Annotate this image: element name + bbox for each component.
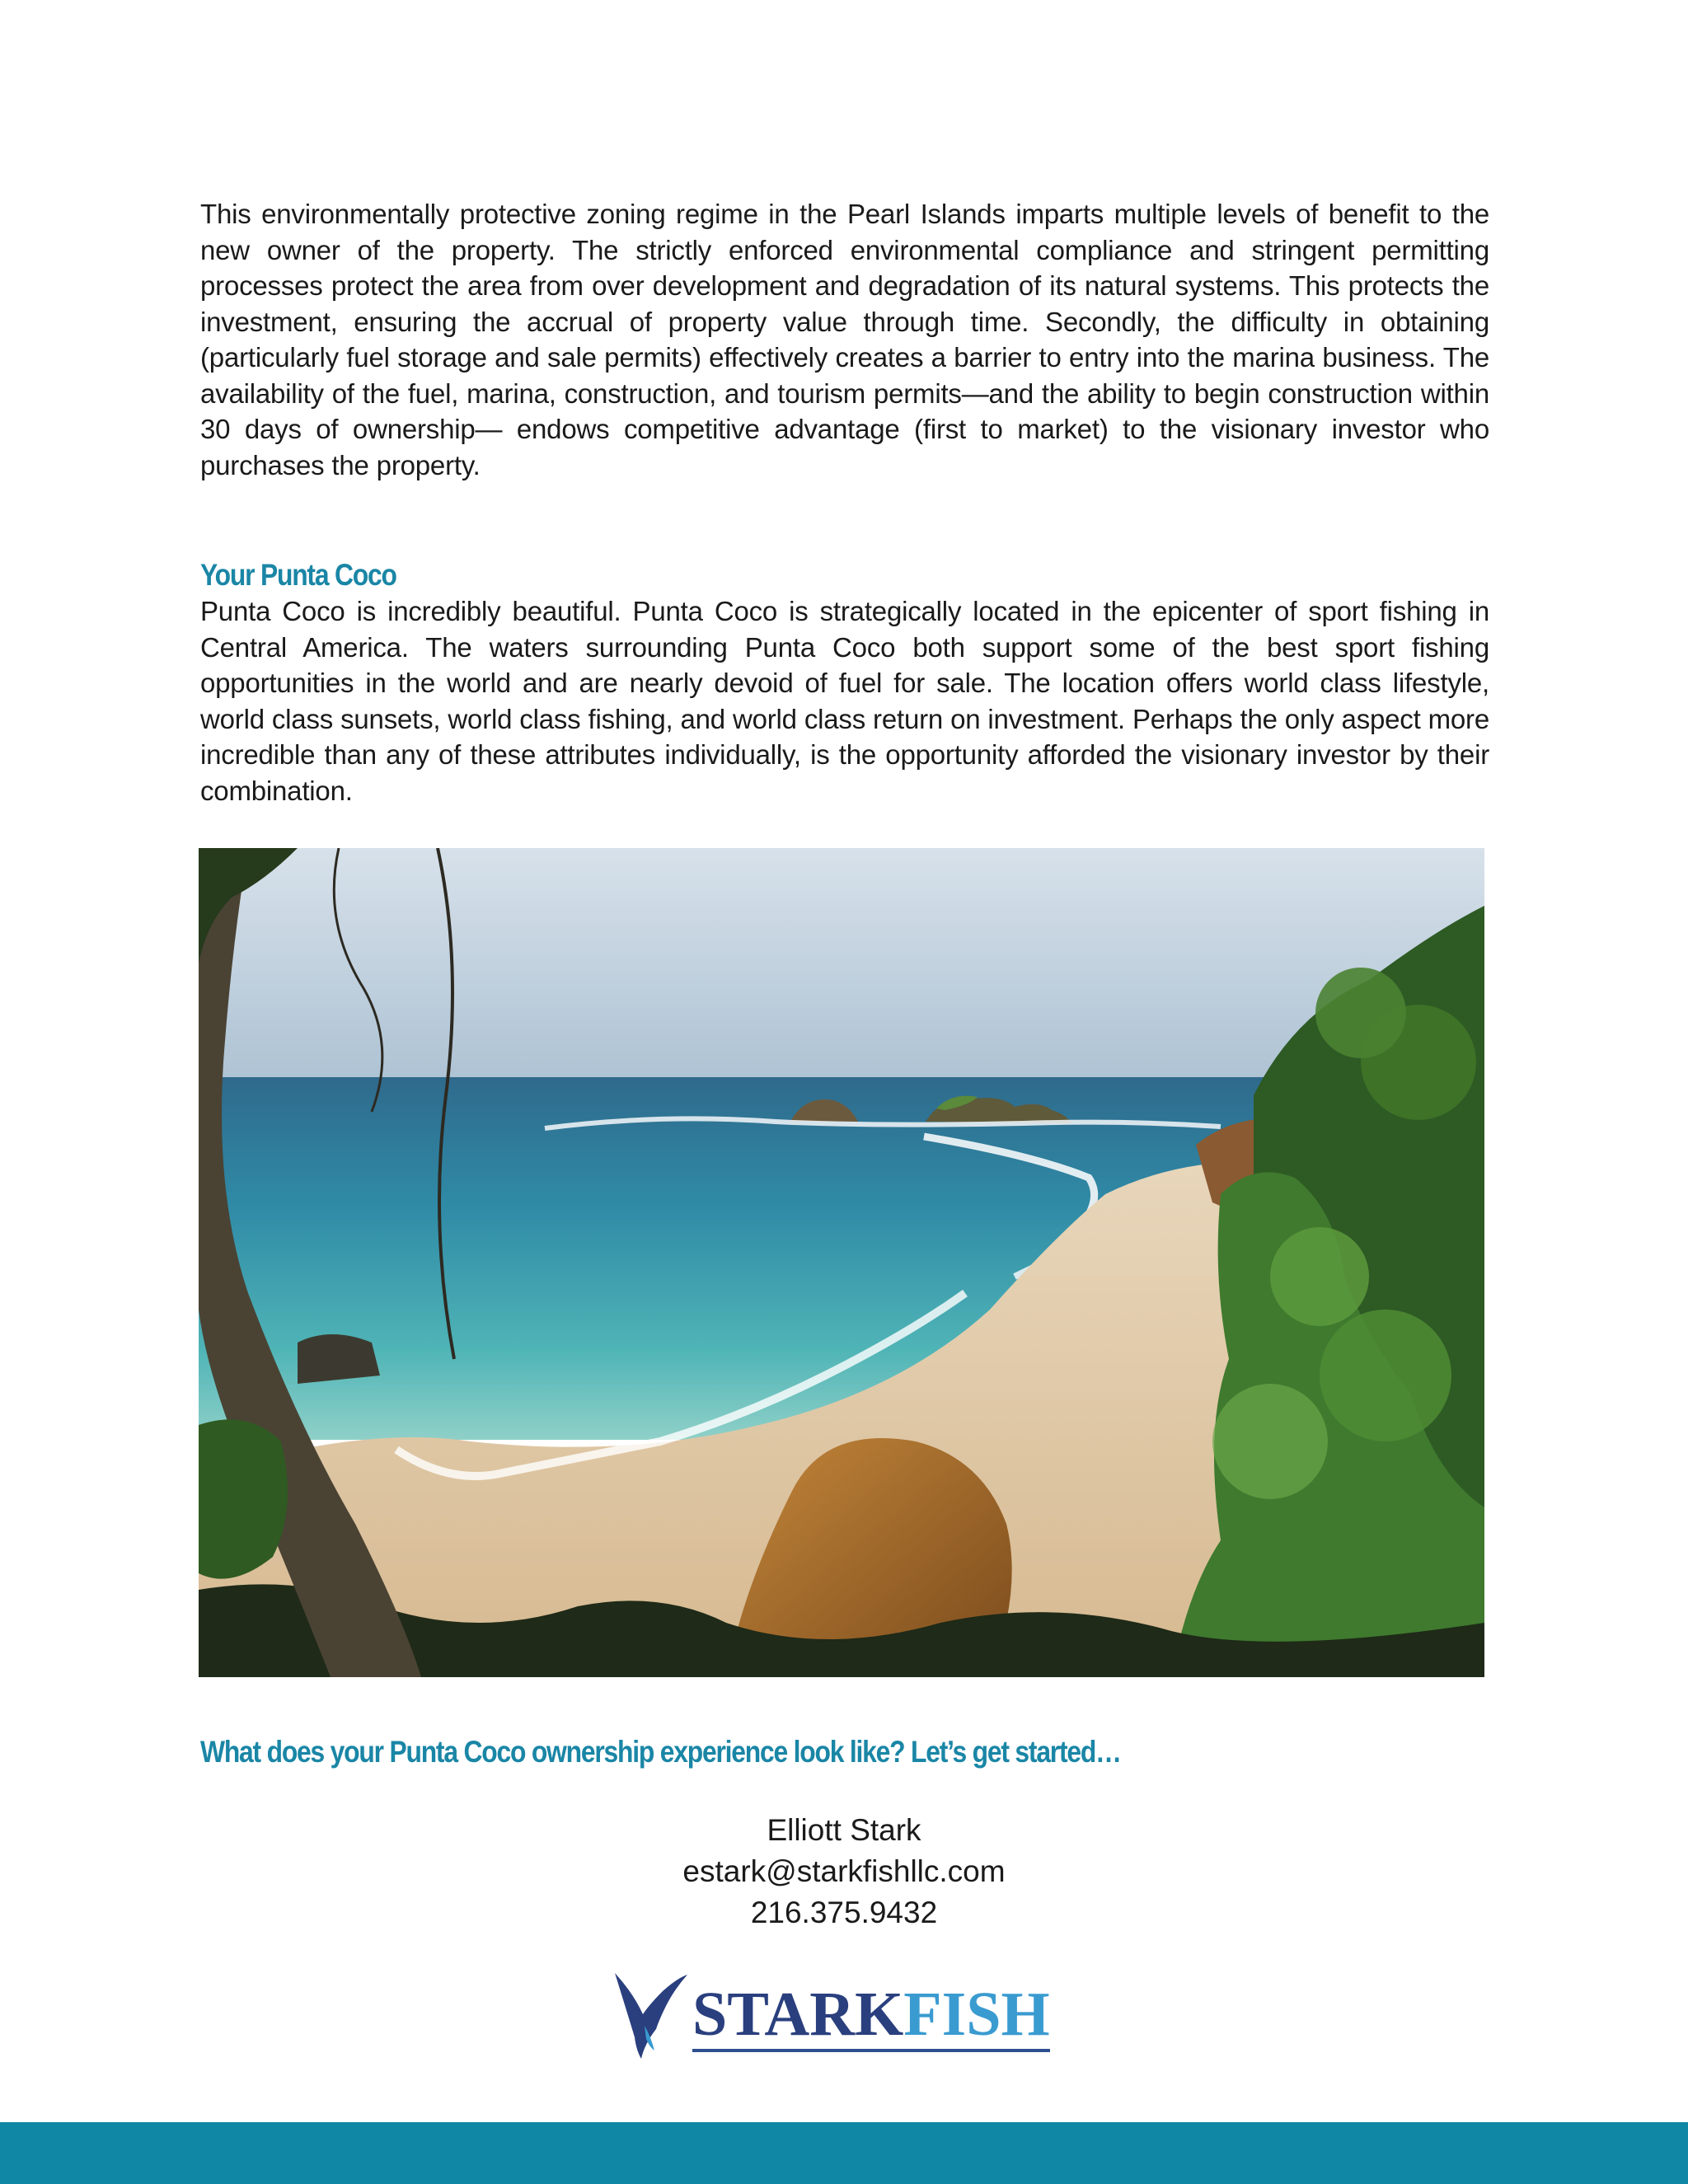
logo-wordmark <box>692 1981 1050 2052</box>
intro-paragraph: This environmentally protective zoning regime in the Pearl Islands imparts multiple levels of benefit to the new owner of the property. The strictly enforced environmental compliance and stringent permitting processes protect the area from over development and degradation of its natural systems. This protects the investment, ensuring the accrual of property value through time. Secondly, the difficulty in obtaining (particularly fuel storage and sale permits) effectively creates a barrier to entry into the marina business. The availability of the fuel, marina, construction, and tourism permits—and the ability to begin construction within 30 days of ownership— endows competitive advantage (first to market) to the visionary investor who purchases the property. <box>200 199 1489 480</box>
logo-fish: FISH <box>903 1980 1050 2049</box>
starkfish-logo <box>608 1968 1070 2067</box>
fish-icon <box>608 1968 691 2067</box>
contact-phone[interactable]: 216.375.9432 <box>750 1896 938 1929</box>
contact-block <box>0 1810 1688 1933</box>
contact-email[interactable]: estark@starkfishllc.com <box>682 1854 1006 1888</box>
main-content <box>200 196 1489 808</box>
contact-name: Elliott Stark <box>767 1813 921 1847</box>
beach-photo <box>199 848 1484 1677</box>
footer-band <box>0 2122 1688 2184</box>
section-heading: Your Punta Coco <box>200 558 396 592</box>
logo-stark: STARK <box>692 1980 904 2049</box>
cta-heading: What does your Punta Coco ownership experience look like? Let’s get started… <box>200 1735 1121 1769</box>
section-paragraph: Punta Coco is incredibly beautiful. Punta Coco is strategically located in the epicenter of sport fishing in Central America. The waters surrounding Punta Coco both support some of the best sport fishing opportunities in the world and are nearly devoid of fuel for sale. The location offers world class lifestyle, world class sunsets, world class fishing, and world class return on investment. Perhaps the only aspect more incredible than any of these attributes individually, is the opportunity afforded the visionary investor by their combination. <box>200 596 1489 806</box>
